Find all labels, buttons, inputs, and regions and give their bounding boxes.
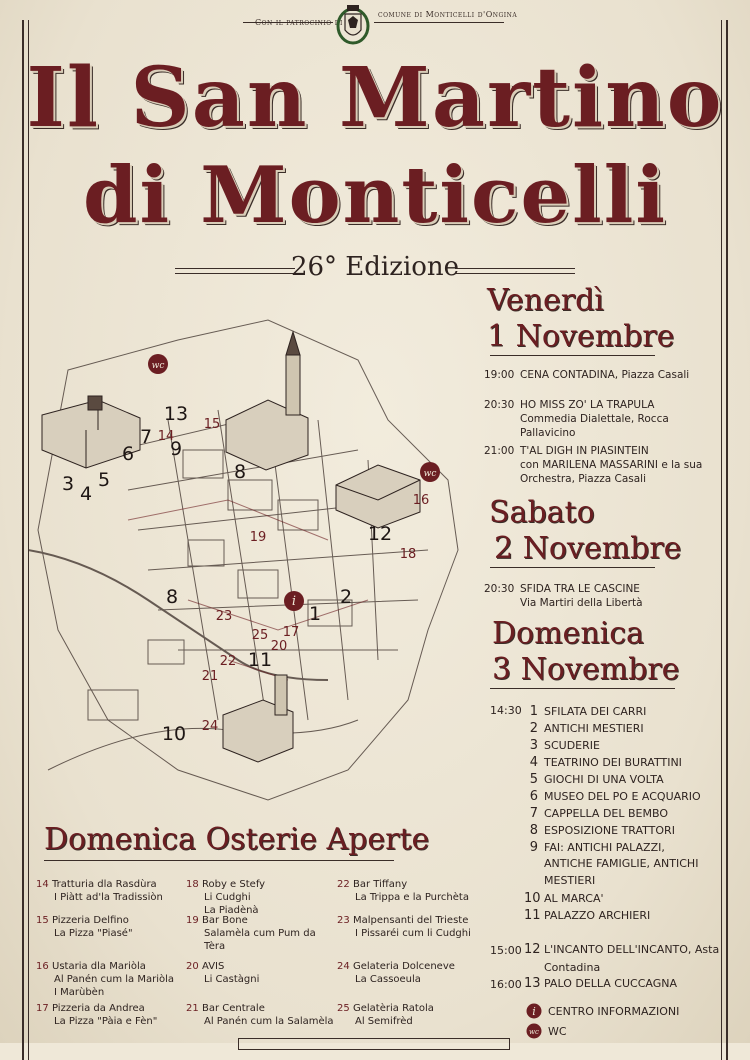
item-text: ANTICHI MESTIERI: [544, 722, 644, 735]
map-label: 16: [412, 493, 430, 508]
sunday-date: 3 Novembre: [492, 652, 680, 687]
legend-text: CENTRO INFORMAZIONI: [548, 1005, 680, 1018]
schedule-time-3: 16:00: [490, 978, 522, 991]
item-number: 3: [529, 738, 538, 753]
item-number: 13: [524, 976, 541, 991]
item-text: ESPOSIZIONE TRATTORI: [544, 824, 675, 837]
osteria-entry: [36, 960, 186, 999]
schedule-item: [524, 908, 650, 923]
poster-title-line2: di Monticelli: [82, 150, 668, 241]
osteria-number: 16: [36, 961, 49, 972]
osteria-name: Pizzeria da Andrea: [52, 1003, 145, 1014]
osteria-dish: I Marùbèn: [54, 987, 105, 998]
osteria-entry: [36, 878, 186, 904]
item-text: PALAZZO ARCHIERI: [544, 909, 651, 922]
patron-text-right: comune di Monticelli d'Ongina: [378, 10, 518, 19]
item-text: MUSEO DEL PO E ACQUARIO: [544, 790, 701, 803]
osteria-dish: Al Semifrèd: [355, 1016, 413, 1027]
schedule-item: [524, 806, 668, 821]
osteria-number: 21: [186, 1003, 199, 1014]
item-number: 6: [529, 789, 538, 804]
sunday-schedule: [490, 700, 730, 1040]
map-label: 13: [163, 403, 189, 425]
osteria-entry: [337, 878, 487, 904]
map-label: 17: [282, 625, 300, 640]
osteria-name: Malpensanti del Trieste: [353, 915, 469, 926]
osteria-dish: I Pissaréi cum li Cudghi: [355, 928, 471, 939]
map-label: 8: [233, 461, 247, 483]
osterie-title: Domenica Osterie Aperte: [44, 822, 430, 857]
item-text: GIOCHI DI UNA VOLTA: [544, 773, 664, 786]
map-label: 3: [61, 473, 75, 495]
item-number: 5: [529, 772, 538, 787]
item-text: PALO DELLA CUCCAGNA: [544, 977, 677, 990]
osteria-name: Pizzeria Delfino: [52, 915, 129, 926]
osterie-underline: [44, 860, 394, 861]
patron-rule-right: [374, 22, 504, 23]
schedule-item: [524, 772, 664, 787]
schedule-item: [524, 721, 644, 736]
osteria-dish: La Piadènà: [204, 905, 259, 916]
schedule-item: [544, 874, 595, 887]
event-text: T'AL DIGH IN PIASINTEIN: [520, 445, 649, 457]
event-time: 19:00: [484, 369, 515, 381]
osteria-entry: [186, 878, 336, 917]
osteria-name: Ustaria dla Mariòla: [52, 961, 146, 972]
friday-event-2: [484, 398, 724, 439]
map-label: 21: [201, 669, 219, 684]
event-text: Via Martiri della Libertà: [520, 597, 643, 609]
map-label: 25: [251, 628, 269, 643]
map-label: 1: [308, 603, 322, 625]
osteria-name: Roby e Stefy: [202, 879, 266, 890]
friday-event-3: [484, 444, 724, 488]
map-label: 11: [247, 649, 273, 671]
osteria-dish: Al Panén cum la Mariòla: [54, 974, 175, 985]
municipal-crest-icon: [335, 2, 371, 46]
osteria-entry: [36, 1002, 186, 1028]
edition-label: 26° Edizione: [290, 252, 460, 282]
schedule-item: [544, 857, 698, 870]
item-text: AL MARCA': [544, 892, 604, 905]
map-label: i: [291, 594, 297, 609]
sunday-day: Domenica: [492, 616, 644, 651]
item-text: TEATRINO DEI BURATTINI: [544, 756, 682, 769]
legend-wc: [526, 1023, 567, 1039]
map-label: wc: [423, 469, 437, 479]
osteria-dish: Salamèla cum Pum da Tèra: [204, 928, 316, 952]
osteria-number: 14: [36, 879, 49, 890]
osteria-entry: [337, 914, 487, 940]
oratory-illustration: [223, 675, 293, 762]
item-text: SCUDERIE: [544, 739, 600, 752]
osteria-dish: La Cassoeula: [355, 974, 421, 985]
map-label: 22: [219, 654, 237, 669]
schedule-item: [524, 840, 665, 855]
church-illustration: [226, 332, 308, 470]
map-label: 12: [367, 523, 393, 545]
item-number: 8: [529, 823, 538, 838]
event-text: HO MISS ZO' LA TRAPULA: [520, 399, 655, 411]
osteria-dish: La Pizza "Pàia e Fèn": [54, 1016, 158, 1027]
osteria-number: 17: [36, 1003, 49, 1014]
friday-underline: [490, 355, 655, 356]
map-label: 23: [215, 609, 233, 624]
map-label: 18: [399, 547, 417, 562]
osteria-number: 18: [186, 879, 199, 890]
osteria-dish: La Pizza "Piasé": [54, 928, 133, 939]
sunday-underline: [490, 688, 675, 689]
osteria-number: 19: [186, 915, 199, 926]
osteria-name: AVIS: [202, 961, 225, 972]
osteria-number: 22: [337, 879, 350, 890]
schedule-item: [524, 891, 604, 906]
palazzo-illustration: [336, 465, 420, 528]
poster-title-line1: Il San Martino: [26, 50, 724, 146]
item-text: SFILATA DEI CARRI: [544, 705, 647, 718]
schedule-item: [524, 738, 600, 753]
event-time: 21:00: [484, 445, 515, 457]
schedule-item: [524, 704, 646, 719]
osteria-name: Bar Tiffany: [353, 879, 408, 890]
event-text: CENA CONTADINA, Piazza Casali: [520, 369, 690, 381]
map-label: 10: [161, 723, 187, 745]
osteria-dish: Al Panén cum la Salamèla: [204, 1016, 334, 1027]
osteria-name: Gelateria Dolceneve: [353, 961, 455, 972]
map-label: 8: [165, 586, 179, 608]
legend-info: [526, 1003, 679, 1019]
map-label: 19: [249, 530, 267, 545]
item-text: L'INCANTO DELL'INCANTO, Asta: [544, 943, 720, 956]
schedule-item: [524, 755, 682, 770]
svg-text:wc: wc: [529, 1028, 539, 1036]
map-label: 15: [203, 417, 221, 432]
schedule-time-1: 14:30: [490, 704, 522, 717]
map-label: 4: [79, 483, 93, 505]
item-number: 1: [529, 704, 538, 719]
saturday-event-1: [484, 582, 724, 612]
map-label: 20: [270, 639, 288, 654]
osteria-dish: La Trippa e la Purchèta: [355, 892, 469, 903]
osteria-name: Tratturia dla Rasdùra: [52, 879, 157, 890]
schedule-item: [524, 789, 701, 804]
osteria-dish: Li Castàgni: [204, 974, 260, 985]
event-text: con MARILENA MASSARINI e la sua: [520, 459, 703, 471]
friday-date: 1 Novembre: [487, 319, 675, 354]
osteria-number: 15: [36, 915, 49, 926]
legend-text: WC: [548, 1025, 567, 1038]
schedule-time-2: 15:00: [490, 944, 522, 957]
item-number: 9: [529, 840, 538, 855]
saturday-date: 2 Novembre: [494, 531, 682, 566]
osteria-entry: [186, 1002, 336, 1028]
schedule-item-13: [524, 976, 677, 991]
osteria-number: 25: [337, 1003, 350, 1014]
osteria-number: 20: [186, 961, 199, 972]
osteria-dish: Li Cudghi: [204, 892, 251, 903]
item-number: 2: [529, 721, 538, 736]
item-number: 11: [524, 908, 541, 923]
item-number: 12: [524, 942, 541, 957]
osteria-dish: I Piàtt ad'la Tradissiòn: [54, 892, 163, 903]
osteria-entry: [337, 960, 487, 986]
osteria-entry: [337, 1002, 487, 1028]
item-text: MESTIERI: [544, 874, 596, 887]
info-icon: [526, 1003, 542, 1019]
map-label: 6: [121, 443, 135, 465]
map-label: 14: [157, 429, 175, 444]
map-label: 24: [201, 719, 219, 734]
map-label: 9: [169, 438, 183, 460]
svg-text:i: i: [532, 1005, 536, 1018]
event-time: 20:30: [484, 583, 515, 595]
map-label: wc: [151, 361, 165, 371]
map-label: 2: [339, 586, 353, 608]
town-map: [28, 300, 468, 820]
footer-box: [238, 1038, 510, 1050]
map-label: 5: [97, 469, 111, 491]
item-text: FAI: ANTICHI PALAZZI,: [544, 841, 665, 854]
map-label: 7: [139, 426, 153, 448]
friday-day: Venerdì: [487, 283, 604, 318]
item-number: 10: [524, 891, 541, 906]
saturday-day: Sabato: [489, 495, 595, 530]
event-text: Orchestra, Piazza Casali: [520, 473, 647, 485]
item-number: 7: [529, 806, 538, 821]
osteria-name: Gelatèria Ratola: [353, 1003, 434, 1014]
schedule-item-12-cont: Contadina: [544, 961, 601, 974]
osteria-name: Bar Centrale: [202, 1003, 265, 1014]
osteria-number: 23: [337, 915, 350, 926]
osteria-entry: [36, 914, 186, 940]
patron-text-left: Con il patrocinio di: [255, 18, 343, 27]
item-text: ANTICHE FAMIGLIE, ANTICHI: [544, 857, 699, 870]
event-text: SFIDA TRA LE CASCINE: [520, 583, 640, 595]
osteria-name: Bar Bone: [202, 915, 248, 926]
event-time: 20:30: [484, 399, 515, 411]
osteria-entry: [186, 960, 336, 986]
schedule-item: [524, 823, 675, 838]
item-number: 4: [529, 755, 538, 770]
item-text: CAPPELLA DEL BEMBO: [544, 807, 668, 820]
osteria-entry: [186, 914, 336, 953]
schedule-item-12: [524, 942, 719, 957]
wc-icon: [526, 1023, 542, 1039]
event-text: Commedia Dialettale, Rocca Pallavicino: [520, 413, 669, 439]
osteria-number: 24: [337, 961, 350, 972]
saturday-underline: [490, 567, 655, 568]
